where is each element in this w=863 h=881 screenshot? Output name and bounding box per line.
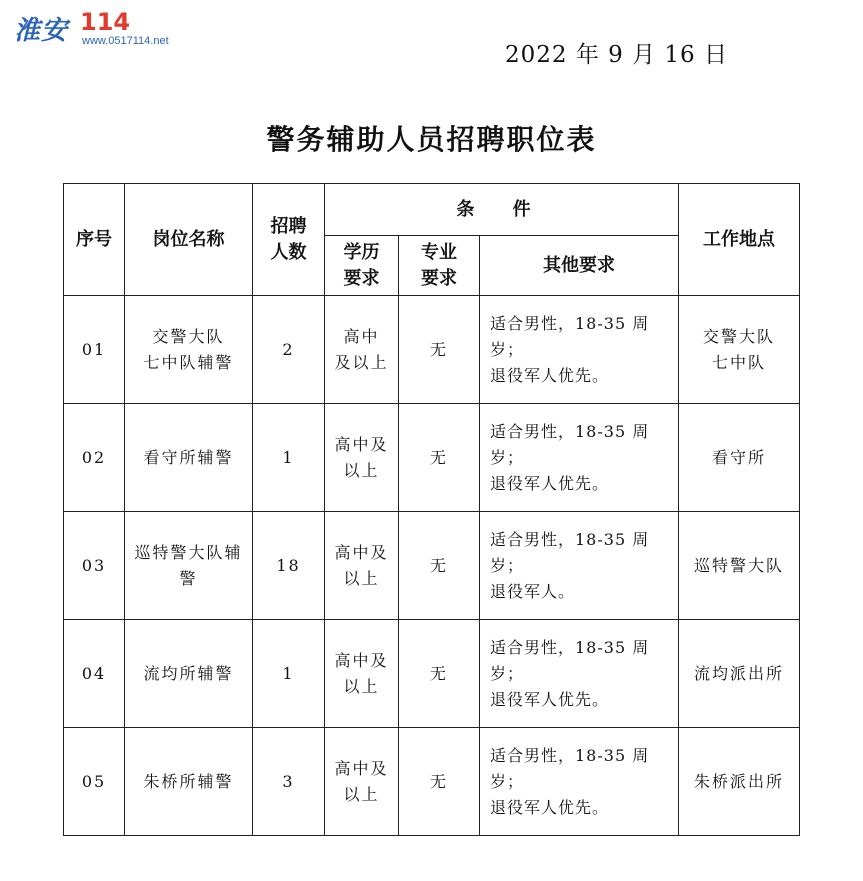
cell-major: 无 <box>399 404 480 512</box>
header-education-line1: 学历 <box>343 241 380 263</box>
cell-other-line2: 退役军人优先。 <box>490 689 610 709</box>
cell-other-line1: 适合男性，18-35 周岁； <box>490 421 650 467</box>
cell-location-line1: 巡特警大队 <box>694 555 785 575</box>
header-other: 其他要求 <box>480 236 679 296</box>
document-date: 2022 年 9 月 16 日 <box>505 42 728 68</box>
cell-position-line1: 朱桥所辅警 <box>143 771 234 791</box>
cell-location <box>679 512 800 620</box>
cell-location-line1: 看守所 <box>712 447 767 467</box>
table-row <box>64 512 800 620</box>
cell-seq: 05 <box>64 728 125 836</box>
cell-position-line2: 七中队辅警 <box>143 352 234 372</box>
cell-location-line1: 朱桥派出所 <box>694 771 785 791</box>
cell-position <box>125 620 253 728</box>
cell-education <box>325 296 399 404</box>
cell-other-line1: 适合男性，18-35 周岁； <box>490 313 650 359</box>
cell-seq: 01 <box>64 296 125 404</box>
cell-other-line2: 退役军人优先。 <box>490 797 610 817</box>
cell-location <box>679 404 800 512</box>
header-seq: 序号 <box>64 184 125 296</box>
cell-major: 无 <box>399 512 480 620</box>
cell-location <box>679 728 800 836</box>
logo-number: 114 <box>80 8 131 36</box>
cell-count: 1 <box>253 404 325 512</box>
cell-other <box>480 512 679 620</box>
cell-major: 无 <box>399 296 480 404</box>
cell-major: 无 <box>399 728 480 836</box>
cell-other-line1: 适合男性，18-35 周岁； <box>490 745 650 791</box>
cell-education-line1: 高中及 <box>334 758 389 778</box>
cell-education <box>325 512 399 620</box>
cell-position <box>125 404 253 512</box>
header-location: 工作地点 <box>679 184 800 296</box>
header-major-line1: 专业 <box>421 241 457 263</box>
cell-education <box>325 620 399 728</box>
cell-education-line2: 以上 <box>343 676 380 696</box>
cell-major: 无 <box>399 620 480 728</box>
cell-other-line2: 退役军人。 <box>490 581 576 601</box>
cell-seq: 03 <box>64 512 125 620</box>
header-education-line2: 要求 <box>343 267 380 289</box>
cell-position-line1: 看守所辅警 <box>143 447 234 467</box>
table-row <box>64 404 800 512</box>
cell-count: 3 <box>253 728 325 836</box>
header-row-1 <box>64 184 800 236</box>
document-title: 警务辅助人员招聘职位表 <box>266 123 597 156</box>
cell-position-line1: 巡特警大队辅 <box>134 542 243 562</box>
header-count <box>253 184 325 296</box>
job-table <box>63 183 800 836</box>
header-count-line2: 人数 <box>270 241 307 263</box>
cell-education-line1: 高中 <box>343 326 380 346</box>
cell-seq: 04 <box>64 620 125 728</box>
cell-location-line1: 流均派出所 <box>694 663 785 683</box>
cell-location-line1: 交警大队 <box>703 326 776 346</box>
header-conditions: 条 件 <box>325 184 679 236</box>
cell-other-line2: 退役军人优先。 <box>490 473 610 493</box>
cell-education-line2: 以上 <box>343 460 380 480</box>
header-education <box>325 236 399 296</box>
cell-education <box>325 728 399 836</box>
cell-education-line2: 以上 <box>343 568 380 588</box>
cell-other-line1: 适合男性，18-35 周岁； <box>490 529 650 575</box>
cell-position-line2: 警 <box>179 568 198 588</box>
cell-seq: 02 <box>64 404 125 512</box>
cell-education-line2: 及以上 <box>334 352 389 372</box>
cell-position <box>125 512 253 620</box>
header-major <box>399 236 480 296</box>
cell-location-line2: 七中队 <box>712 352 767 372</box>
cell-other-line2: 退役军人优先。 <box>490 365 610 385</box>
cell-education-line1: 高中及 <box>334 650 389 670</box>
cell-education-line1: 高中及 <box>334 434 389 454</box>
cell-location <box>679 620 800 728</box>
cell-position-line1: 交警大队 <box>152 326 225 346</box>
cell-count: 2 <box>253 296 325 404</box>
logo-text: 淮安 <box>14 16 69 46</box>
cell-other <box>480 404 679 512</box>
table-row <box>64 620 800 728</box>
cell-position-line1: 流均所辅警 <box>143 663 234 683</box>
table-row <box>64 296 800 404</box>
table-row <box>64 728 800 836</box>
cell-other-line1: 适合男性，18-35 周岁； <box>490 637 650 683</box>
cell-position <box>125 728 253 836</box>
header-position: 岗位名称 <box>125 184 253 296</box>
cell-other <box>480 620 679 728</box>
cell-education <box>325 404 399 512</box>
cell-count: 18 <box>253 512 325 620</box>
cell-other <box>480 728 679 836</box>
cell-other <box>480 296 679 404</box>
logo-url: www.0517114.net <box>82 35 169 47</box>
cell-count: 1 <box>253 620 325 728</box>
header-count-line1: 招聘 <box>270 215 307 237</box>
cell-position <box>125 296 253 404</box>
site-logo[interactable] <box>14 8 184 48</box>
cell-location <box>679 296 800 404</box>
cell-education-line1: 高中及 <box>334 542 389 562</box>
cell-education-line2: 以上 <box>343 784 380 804</box>
header-major-line2: 要求 <box>421 267 457 289</box>
